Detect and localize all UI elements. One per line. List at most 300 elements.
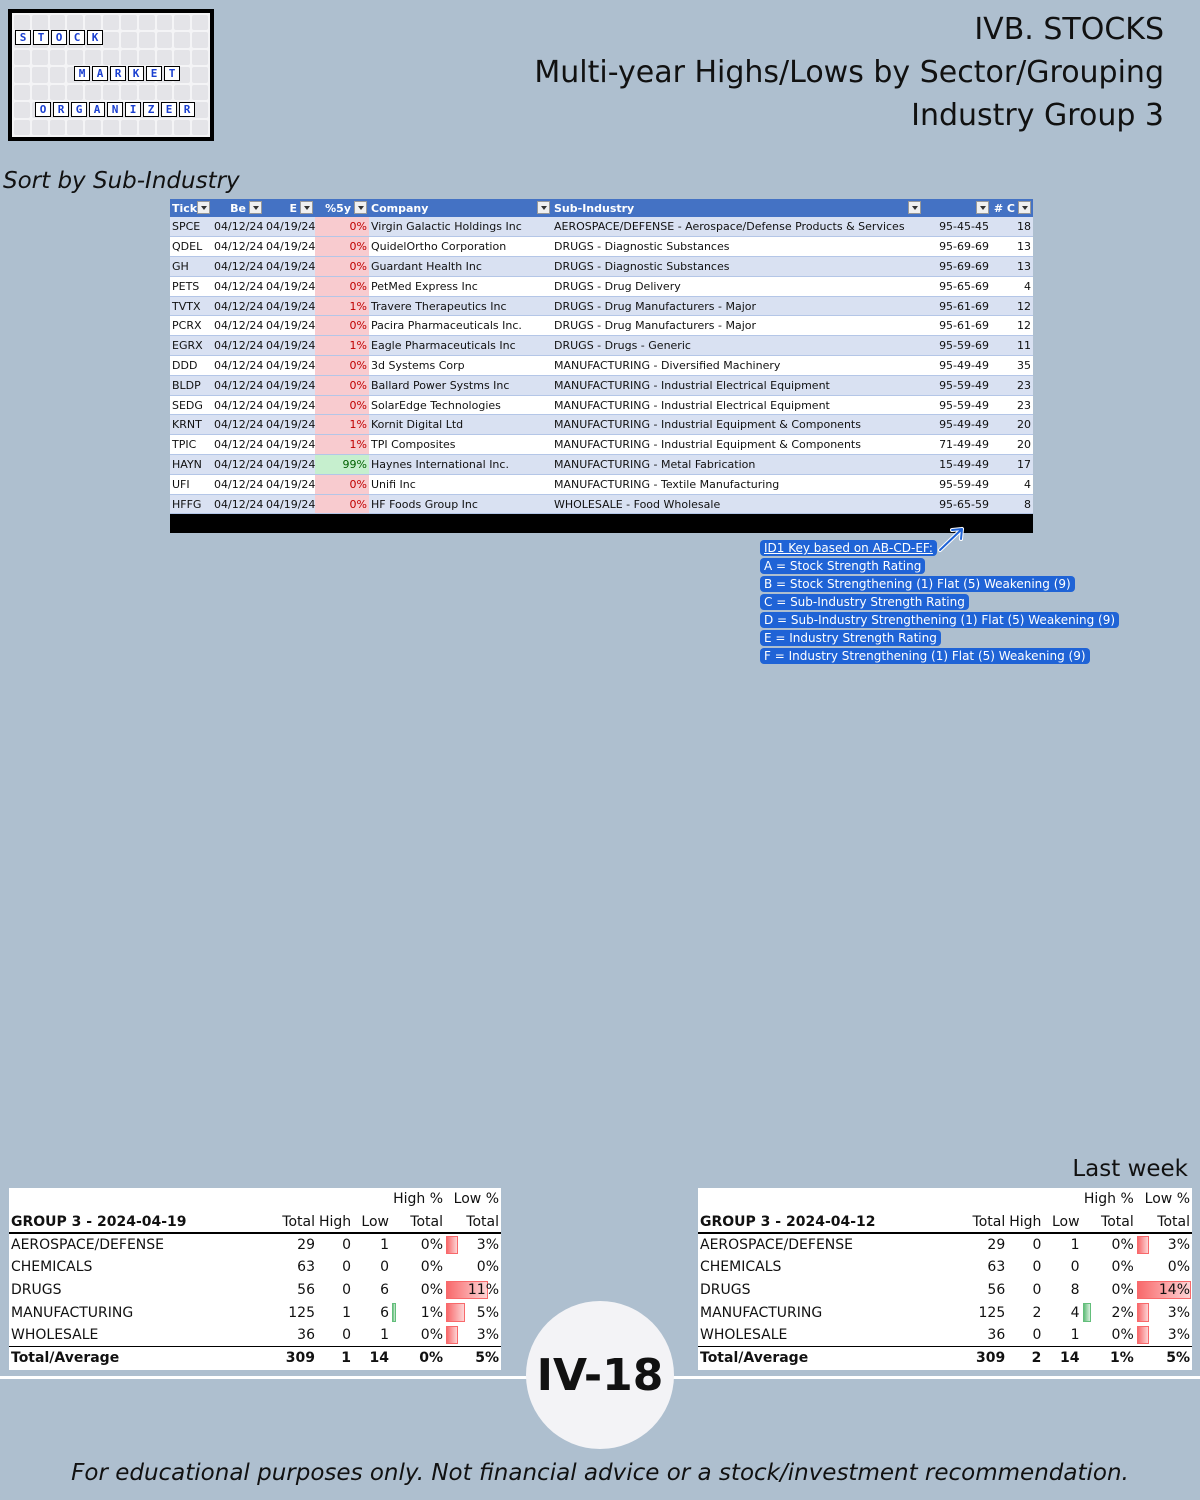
cell-begin-date[interactable]: 04/12/24 [212,316,264,336]
cell-company[interactable]: Guardant Health Inc [369,257,552,277]
id-key-line: A = Stock Strength Rating [760,558,925,574]
cell-id[interactable]: 95-69-69 [923,257,991,277]
logo-letter: T [164,66,180,81]
cell-ticker[interactable]: HFFG [170,494,212,514]
cell-company[interactable]: TPI Composites [369,435,552,455]
sector-name: WHOLESALE [700,1327,788,1344]
cell-pct5y[interactable]: 0% [315,375,369,395]
logo-tile [14,102,30,117]
table-row[interactable] [170,257,1033,277]
logo-letter: G [71,102,87,117]
header-high: High [317,1211,353,1234]
cell-begin-date[interactable]: 04/12/24 [212,415,264,435]
pct-value: 11% [467,1282,499,1299]
cell-company[interactable]: Ballard Power Systms Inc [369,375,552,395]
cell-high: 0 [1032,1237,1042,1254]
filter-dropdown-icon[interactable] [249,201,262,214]
summary-table-current [9,1188,501,1370]
cell-total: 56 [297,1282,315,1299]
col-header-pct5y[interactable]: %5y [315,199,369,217]
logo-tile [14,120,30,135]
cell-count[interactable]: 12 [991,316,1033,336]
total-low: 14 [353,1347,391,1370]
cell-low: 8 [1070,1282,1080,1299]
pct-value: 3% [476,1327,499,1344]
cell-high-pct [391,1324,445,1347]
cell-pct5y[interactable]: 1% [315,336,369,356]
cell-begin-date[interactable]: 04/12/24 [212,296,264,316]
header-low: Low [1043,1211,1081,1234]
cell-count[interactable]: 8 [991,494,1033,514]
summary-total-row [698,1347,1192,1370]
cell-low: 0 [1070,1259,1080,1276]
cell-id[interactable]: 95-65-69 [923,276,991,296]
sector-name: DRUGS [700,1282,751,1299]
cell-sub-industry[interactable]: MANUFACTURING - Metal Fabrication [552,455,923,475]
logo-tile [50,85,66,100]
pct-value: 0% [420,1327,443,1344]
high-pct-bar [1083,1303,1091,1322]
cell-end-date[interactable]: 04/19/24 [264,217,315,237]
logo-tile [14,15,30,30]
logo-word-organizer [35,102,195,117]
cell-pct5y[interactable]: 0% [315,237,369,257]
table-row[interactable] [170,435,1033,455]
summary-row [698,1324,1192,1347]
low-pct-bar [446,1303,465,1322]
summary-row [9,1301,501,1324]
cell-begin-date[interactable]: 04/12/24 [212,336,264,356]
filter-dropdown-icon[interactable] [537,201,550,214]
cell-company[interactable]: QuidelOrtho Corporation [369,237,552,257]
cell-pct5y[interactable]: 0% [315,395,369,415]
cell-sub-industry[interactable]: MANUFACTURING - Textile Manufacturing [552,474,923,494]
cell-company[interactable]: Travere Therapeutics Inc [369,296,552,316]
cell-high: 0 [1032,1327,1042,1344]
pct-value: 0% [1111,1327,1134,1344]
logo-tile [50,50,66,65]
header-total: Total [957,1211,1007,1234]
cell-end-date[interactable]: 04/19/24 [264,455,315,475]
header-label: GROUP 3 - 2024-04-12 [698,1211,957,1234]
cell-begin-date[interactable]: 04/12/24 [212,435,264,455]
cell-low: 4 [1070,1304,1080,1321]
cell-total: 63 [297,1259,315,1276]
logo-tile [192,85,208,100]
filter-dropdown-icon[interactable] [354,201,367,214]
cell-end-date[interactable]: 04/19/24 [264,316,315,336]
cell-total: 36 [987,1327,1006,1344]
pct-value: 2% [1111,1304,1134,1321]
cell-low: 1 [380,1327,389,1344]
pct-value: 1% [420,1304,443,1321]
col-header-sub-industry[interactable]: Sub-Industry [552,199,923,217]
id-key-line: D = Sub-Industry Strengthening (1) Flat (5) Weakening (9) [760,612,1119,628]
logo-tile [103,50,119,65]
summary-header-row [698,1211,1192,1234]
cell-id[interactable]: 95-65-59 [923,494,991,514]
header-high: High [1007,1211,1043,1234]
table-row[interactable] [170,494,1033,514]
logo-panel [12,13,210,137]
table-row[interactable] [170,336,1033,356]
id-key-line: E = Industry Strength Rating [760,630,941,646]
col-header-count[interactable]: # C [991,199,1033,217]
cell-pct5y[interactable]: 0% [315,494,369,514]
cell-company[interactable]: SolarEdge Technologies [369,395,552,415]
cell-sub-industry[interactable]: AEROSPACE/DEFENSE - Aerospace/Defense Products & Services [552,217,923,237]
logo-tile [32,120,48,135]
summary-row [698,1233,1192,1256]
pct-value: 14% [1158,1282,1190,1299]
cell-high-pct [391,1301,445,1324]
header-high-pct: Total [1082,1211,1136,1234]
id-key-line: B = Stock Strengthening (1) Flat (5) Weakening (9) [760,576,1075,592]
header-high-pct: High % [1083,1191,1134,1208]
sector-name: DRUGS [11,1282,62,1299]
cell-begin-date[interactable]: 04/12/24 [212,217,264,237]
summary-row [9,1256,501,1279]
cell-count[interactable]: 4 [991,276,1033,296]
pct-value: 3% [1167,1237,1190,1254]
footer-cell [552,514,923,533]
logo-tile [85,15,101,30]
footer-cell [369,514,552,533]
cell-sub-industry[interactable]: DRUGS - Diagnostic Substances [552,257,923,277]
cell-pct5y[interactable]: 0% [315,356,369,376]
cell-begin-date[interactable]: 04/12/24 [212,455,264,475]
filter-dropdown-icon[interactable] [1018,201,1031,214]
table-row[interactable] [170,415,1033,435]
cell-company[interactable]: Unifi Inc [369,474,552,494]
logo-tile [174,120,190,135]
cell-end-date[interactable]: 04/19/24 [264,276,315,296]
col-header-company[interactable]: Company [369,199,552,217]
low-pct-bar [446,1326,458,1344]
empty-cell [9,1188,267,1211]
page-number-badge: IV-18 [526,1301,674,1449]
logo-tile [139,32,155,47]
title-line-3: Industry Group 3 [911,98,1164,133]
cell-low-pct [445,1256,501,1279]
filter-dropdown-icon[interactable] [197,201,210,214]
cell-ticker[interactable]: UFI [170,474,212,494]
cell-count[interactable]: 17 [991,455,1033,475]
cell-company[interactable]: Pacira Pharmaceuticals Inc. [369,316,552,336]
logo-letter: M [74,66,90,81]
cell-low: 6 [380,1282,389,1299]
cell-end-date[interactable]: 04/19/24 [264,375,315,395]
logo-tile [50,15,66,30]
cell-sub-industry[interactable]: DRUGS - Diagnostic Substances [552,237,923,257]
table-row[interactable] [170,356,1033,376]
logo-tile [121,120,137,135]
cell-end-date[interactable]: 04/19/24 [264,494,315,514]
cell-id[interactable]: 95-49-49 [923,415,991,435]
cell-count[interactable]: 20 [991,415,1033,435]
summary-row [698,1279,1192,1302]
footer-cell [170,514,212,533]
total-high-pct: 1% [1082,1347,1136,1370]
cell-high: 0 [342,1282,351,1299]
cell-count[interactable]: 13 [991,237,1033,257]
empty-cell [267,1188,317,1211]
cell-begin-date[interactable]: 04/12/24 [212,257,264,277]
cell-company[interactable]: 3d Systems Corp [369,356,552,376]
cell-total: 29 [297,1237,315,1254]
cell-sub-industry[interactable]: WHOLESALE - Food Wholesale [552,494,923,514]
table-row[interactable] [170,395,1033,415]
cell-sub-industry[interactable]: DRUGS - Drugs - Generic [552,336,923,356]
pct-value: 5% [476,1304,499,1321]
cell-pct5y[interactable]: 1% [315,435,369,455]
cell-end-date[interactable]: 04/19/24 [264,415,315,435]
table-row[interactable] [170,217,1033,237]
cell-sub-industry[interactable]: MANUFACTURING - Industrial Equipment & Components [552,435,923,455]
logo-tile [139,120,155,135]
cell-end-date[interactable]: 04/19/24 [264,237,315,257]
logo-letter: N [107,102,123,117]
logo-tile [157,15,173,30]
cell-sub-industry[interactable]: MANUFACTURING - Diversified Machinery [552,356,923,376]
cell-low: 0 [380,1259,389,1276]
pct-value: 0% [420,1282,443,1299]
cell-high: 0 [1032,1259,1042,1276]
cell-ticker[interactable]: EGRX [170,336,212,356]
pct-value: 0% [1111,1237,1134,1254]
cell-company[interactable]: HF Foods Group Inc [369,494,552,514]
cell-high-pct [1082,1301,1136,1324]
table-row[interactable] [170,474,1033,494]
cell-begin-date[interactable]: 04/12/24 [212,276,264,296]
cell-ticker[interactable]: DDD [170,356,212,376]
logo-tile [192,120,208,135]
cell-total: 125 [978,1304,1006,1321]
logo-letter: O [51,30,67,45]
logo-letter: S [15,30,31,45]
cell-id[interactable]: 95-59-49 [923,375,991,395]
logo-tile [67,85,83,100]
cell-id[interactable]: 95-69-69 [923,237,991,257]
col-header-begin[interactable]: Be [212,199,264,217]
cell-ticker[interactable]: TVTX [170,296,212,316]
col-header-id[interactable] [923,199,991,217]
empty-cell [317,1188,353,1211]
header-low-pct: Total [1136,1211,1192,1234]
filter-dropdown-icon[interactable] [300,201,313,214]
cell-id[interactable]: 95-59-69 [923,336,991,356]
cell-ticker[interactable]: SPCE [170,217,212,237]
header-low: Low [353,1211,391,1234]
pct-value: 0% [1167,1259,1190,1276]
sector-name: CHEMICALS [11,1259,93,1276]
cell-ticker[interactable]: GH [170,257,212,277]
table-row[interactable] [170,237,1033,257]
logo-letter: A [92,66,108,81]
cell-count[interactable]: 13 [991,257,1033,277]
cell-end-date[interactable]: 04/19/24 [264,296,315,316]
logo-letter: K [87,30,103,45]
filter-dropdown-icon[interactable] [976,201,989,214]
cell-pct5y[interactable]: 1% [315,296,369,316]
logo-tile [192,50,208,65]
cell-low-pct [445,1324,501,1347]
cell-end-date[interactable]: 04/19/24 [264,435,315,455]
cell-end-date[interactable]: 04/19/24 [264,257,315,277]
cell-company[interactable]: PetMed Express Inc [369,276,552,296]
id-key-legend [760,540,1119,666]
cell-sub-industry[interactable]: MANUFACTURING - Industrial Electrical Equipment [552,375,923,395]
logo-tile [157,50,173,65]
pct-value: 0% [476,1259,499,1276]
filter-active-icon[interactable] [908,201,921,214]
cell-count[interactable]: 4 [991,474,1033,494]
cell-ticker[interactable]: TPIC [170,435,212,455]
sector-name: MANUFACTURING [11,1304,134,1321]
cell-sub-industry[interactable]: DRUGS - Drug Delivery [552,276,923,296]
cell-ticker[interactable]: HAYN [170,455,212,475]
cell-begin-date[interactable]: 04/12/24 [212,356,264,376]
cell-total: 36 [297,1327,315,1344]
cell-count[interactable]: 35 [991,356,1033,376]
cell-pct5y[interactable]: 0% [315,217,369,237]
cell-count[interactable]: 23 [991,395,1033,415]
logo-tile [32,50,48,65]
total-label: Total/Average [698,1347,957,1370]
cell-ticker[interactable]: BLDP [170,375,212,395]
logo-letter: T [33,30,49,45]
logo-letter: R [53,102,69,117]
sector-name: MANUFACTURING [700,1304,823,1321]
empty-cell [957,1188,1007,1211]
cell-company[interactable]: Eagle Pharmaceuticals Inc [369,336,552,356]
logo [8,9,214,141]
cell-ticker[interactable]: SEDG [170,395,212,415]
cell-high: 2 [1032,1304,1042,1321]
cell-end-date[interactable]: 04/19/24 [264,474,315,494]
logo-word-market [74,66,180,81]
empty-cell [353,1188,391,1211]
header-low-pct: Low % [453,1191,499,1208]
logo-letter: A [89,102,105,117]
footer-cell [264,514,315,533]
logo-word-stock [15,30,103,45]
table-row[interactable] [170,316,1033,336]
cell-id[interactable]: 95-61-69 [923,296,991,316]
cell-count[interactable]: 23 [991,375,1033,395]
cell-begin-date[interactable]: 04/12/24 [212,474,264,494]
cell-pct5y[interactable]: 1% [315,415,369,435]
footer-cell [315,514,369,533]
cell-begin-date[interactable]: 04/12/24 [212,375,264,395]
cell-begin-date[interactable]: 04/12/24 [212,494,264,514]
cell-total: 29 [987,1237,1006,1254]
cell-begin-date[interactable]: 04/12/24 [212,395,264,415]
table-row[interactable] [170,375,1033,395]
cell-end-date[interactable]: 04/19/24 [264,395,315,415]
cell-company[interactable]: Virgin Galactic Holdings Inc [369,217,552,237]
header-low-pct: Low % [1144,1191,1190,1208]
col-header-ticker[interactable]: Tick [170,199,212,217]
total-high: 1 [317,1347,353,1370]
logo-tile [139,50,155,65]
logo-tile [103,32,119,47]
cell-id[interactable]: 15-49-49 [923,455,991,475]
low-pct-bar [1137,1236,1149,1254]
cell-sub-industry[interactable]: DRUGS - Drug Manufacturers - Major [552,296,923,316]
header-total: Total [267,1211,317,1234]
title-line-1: IVB. STOCKS [974,12,1164,47]
cell-pct5y[interactable]: 0% [315,257,369,277]
cell-high: 0 [342,1327,351,1344]
cell-id[interactable]: 95-45-45 [923,217,991,237]
logo-tile [14,85,30,100]
cell-id[interactable]: 71-49-49 [923,435,991,455]
empty-cell [1043,1188,1081,1211]
cell-id[interactable]: 95-49-49 [923,356,991,376]
cell-id[interactable]: 95-59-49 [923,474,991,494]
logo-tile [121,50,137,65]
cell-pct5y[interactable]: 0% [315,474,369,494]
col-header-end[interactable]: E [264,199,315,217]
cell-ticker[interactable]: PETS [170,276,212,296]
cell-count[interactable]: 12 [991,296,1033,316]
pct-value: 0% [420,1237,443,1254]
cell-company[interactable]: Kornit Digital Ltd [369,415,552,435]
cell-count[interactable]: 18 [991,217,1033,237]
logo-tile [85,50,101,65]
cell-end-date[interactable]: 04/19/24 [264,356,315,376]
pct-value: 0% [1111,1259,1134,1276]
sector-name: CHEMICALS [700,1259,782,1276]
logo-letter: C [69,30,85,45]
table-row[interactable] [170,296,1033,316]
cell-begin-date[interactable]: 04/12/24 [212,237,264,257]
cell-sub-industry[interactable]: MANUFACTURING - Industrial Equipment & Components [552,415,923,435]
cell-pct5y[interactable]: 0% [315,276,369,296]
table-row[interactable] [170,276,1033,296]
cell-company[interactable]: Haynes International Inc. [369,455,552,475]
empty-cell [1007,1188,1043,1211]
cell-pct5y[interactable]: 0% [315,316,369,336]
cell-end-date[interactable]: 04/19/24 [264,336,315,356]
cell-sub-industry[interactable]: DRUGS - Drug Manufacturers - Major [552,316,923,336]
summary-row [698,1301,1192,1324]
total-low: 14 [1043,1347,1081,1370]
cell-count[interactable]: 20 [991,435,1033,455]
cell-high: 0 [1032,1282,1042,1299]
total-low-pct: 5% [445,1347,501,1370]
cell-ticker[interactable]: QDEL [170,237,212,257]
cell-id[interactable]: 95-59-49 [923,395,991,415]
logo-tile [14,67,30,82]
table-row[interactable] [170,455,1033,475]
summary-header-row [698,1188,1192,1211]
cell-high-pct [1082,1324,1136,1347]
cell-id[interactable]: 95-61-69 [923,316,991,336]
title-line-2: Multi-year Highs/Lows by Sector/Grouping [534,55,1164,90]
sector-name: WHOLESALE [11,1327,99,1344]
logo-tile [157,85,173,100]
total-low-pct: 5% [1136,1347,1192,1370]
logo-tile [139,15,155,30]
disclaimer: For educational purposes only. Not financial advice or a stock/investment recommendation. [71,1460,1129,1486]
cell-pct5y[interactable]: 99% [315,455,369,475]
cell-ticker[interactable]: KRNT [170,415,212,435]
cell-ticker[interactable]: PCRX [170,316,212,336]
cell-count[interactable]: 11 [991,336,1033,356]
cell-sub-industry[interactable]: MANUFACTURING - Industrial Electrical Equipment [552,395,923,415]
